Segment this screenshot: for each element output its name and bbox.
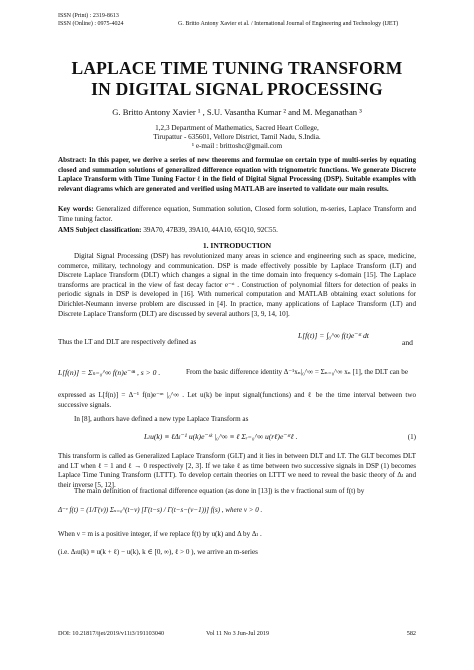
equation-1-generalized-laplace: Lₗu(k) ≡ ℓΔₗ⁻¹ u(k)e⁻ˢᵏ |₀^∞ ≡ ℓ Σᵣ₌₀^∞ u(rℓ)e⁻ˢʳℓ . bbox=[144, 432, 298, 441]
issn-block bbox=[58, 12, 124, 28]
glt-intro-line: In [8], authors have defined a new type Laplace Transform as bbox=[74, 415, 249, 423]
affiliation bbox=[20, 124, 454, 152]
ams-line bbox=[58, 226, 416, 236]
lt-definition-text: Thus the LT and DLT are respectively defined as bbox=[58, 338, 197, 346]
title-line-1: LAPLACE TIME TUNING TRANSFORM bbox=[71, 58, 403, 78]
keywords-label: Key words: bbox=[58, 205, 94, 213]
integer-case-text: When ν = m is a positive integer, if we replace f(t) by u(k) and Δ by Δₗ . bbox=[58, 530, 262, 538]
dlt-expression-paragraph: expressed as L[f(n)] = Δ⁻¹ f(n)e⁻ˢⁿ |₀^∞ . Let u(k) be input signal(functions) and ℓ be the time interval between two successive signals. bbox=[58, 391, 416, 409]
fractional-definition-text: The main definition of fractional difference equation (as done in [13]) is the ν fractional sum of f(t) by bbox=[74, 487, 365, 495]
intro-paragraph-1: Digital Signal Processing (DSP) has revolutionized many areas in science and engineering such as space, medicine, commerce, military, technology and communication. DSP is made effectively possible by Laplace Transform (LT) and Discrete Laplace Transform (DLT) which changes a signal in the time domain into frequency s-domain [15]. The Laplace transforms are practical in the view of fast decay factor e⁻ˢᵗ . Construction of polynomial filters for detection of peaks in periodic signals in DSP is developed in [16]. With numerical computation and MATLAB obtaining exact solutions for Dirichlet-Neumann inverse problem are discussed in [4]. In practice, many applications of Laplace Transform (LT) and Discrete Laplace Transform (DLT) are discussed by several authors [3, 9, 14, 10]. bbox=[58, 252, 416, 318]
affiliation-address: Tirupattur - 635601, Vellore District, Tamil Nadu, S.India. bbox=[153, 133, 321, 142]
m-series-intro-text: (i.e. Δₗu(k) ≡ u(k + ℓ) − u(k), k ∈ [0, ∞), ℓ > 0 ), we arrive an m-series bbox=[58, 548, 258, 556]
section-heading-introduction: 1. INTRODUCTION bbox=[202, 241, 272, 250]
equation-discrete-laplace: L[f(n)] = Σₙ₌₀^∞ f(n)e⁻ˢⁿ , s > 0 . bbox=[58, 368, 161, 377]
conjunction-and: and bbox=[402, 338, 413, 347]
affiliation-email: ¹ e-mail : brittoshc@gmail.com bbox=[191, 142, 283, 151]
equation-fractional-sum: Δ⁻ᵛ f(t) = (1/Γ(ν)) Σₛ₌ₐ^(t−ν) [Γ(t−s) / Γ(t−s−(ν−1))] f(s) , where ν > 0 . bbox=[58, 506, 263, 514]
ams-codes: 39A70, 47B39, 39A10, 44A10, 65Q10, 92C55. bbox=[141, 226, 278, 234]
author-list: G. Britto Antony Xavier ¹ , S.U. Vasantha Kumar ² and M. Meganathan ³ bbox=[112, 107, 362, 117]
footer-volume: Vol 11 No 3 Jun-Jul 2019 bbox=[206, 630, 270, 637]
glt-paragraph: This transform is called as Generalized Laplace Transform (GLT) and it lies in between DLT and LT. The GLT becomes DLT and LT when ℓ = 1 and ℓ → 0 respectively [2, 3]. If we take ℓ as time between two successive signals in DSP (1) becomes Laplace Time Tuning Transform (LTTT). To develop certain theories on LTTT we need to reveal the basic theory of Δₗ and their inverse [5, 12]. bbox=[58, 452, 416, 489]
difference-identity-text: From the basic difference identity Δ⁻¹xₙ|₀^∞ = Σₙ₌₀^∞ xₙ [1], the DLT can be bbox=[186, 368, 408, 376]
issn-online: ISSN (Online) : 0975-4024 bbox=[58, 21, 124, 27]
equation-laplace-transform: L[f(t)] = ∫₀^∞ f(t)e⁻ˢᵗ dt bbox=[298, 331, 369, 340]
issn-print: ISSN (Print) : 2319-8613 bbox=[58, 13, 119, 19]
title-line-2: IN DIGITAL SIGNAL PROCESSING bbox=[91, 79, 383, 99]
footer-page-number: 582 bbox=[406, 630, 416, 637]
abstract: Abstract: In this paper, we derive a series of new theorems and formulae on certain type of multi-series by equating closed and summation solutions of generalized difference equation with trignometric functions. We generate Discrete Laplace Transform with Time Tuning Factor ℓ in the field of Digital Signal Processing (DSP). Suitable examples with relevant diagrams which are generated and verified using MATLAB are inserted to validate our main results. bbox=[58, 156, 416, 193]
affiliation-dept: 1,2,3 Department of Mathematics, Sacred Heart College, bbox=[155, 124, 319, 132]
running-header: G. Britto Antony Xavier et al. / International Journal of Engineering and Technology (IJET) bbox=[178, 21, 399, 27]
ams-label: AMS Subject classification: bbox=[58, 226, 142, 234]
footer-doi: DOI: 10.21817/ijet/2019/v11i3/191103040 bbox=[58, 630, 165, 637]
equation-1-number: (1) bbox=[407, 433, 416, 441]
paper-title bbox=[30, 58, 444, 100]
keywords-text: Generalized difference equation, Summation solution, Closed form solution, m-series, Laplace Transform and Time tuning factor. bbox=[58, 205, 416, 223]
keywords-line bbox=[58, 205, 416, 224]
